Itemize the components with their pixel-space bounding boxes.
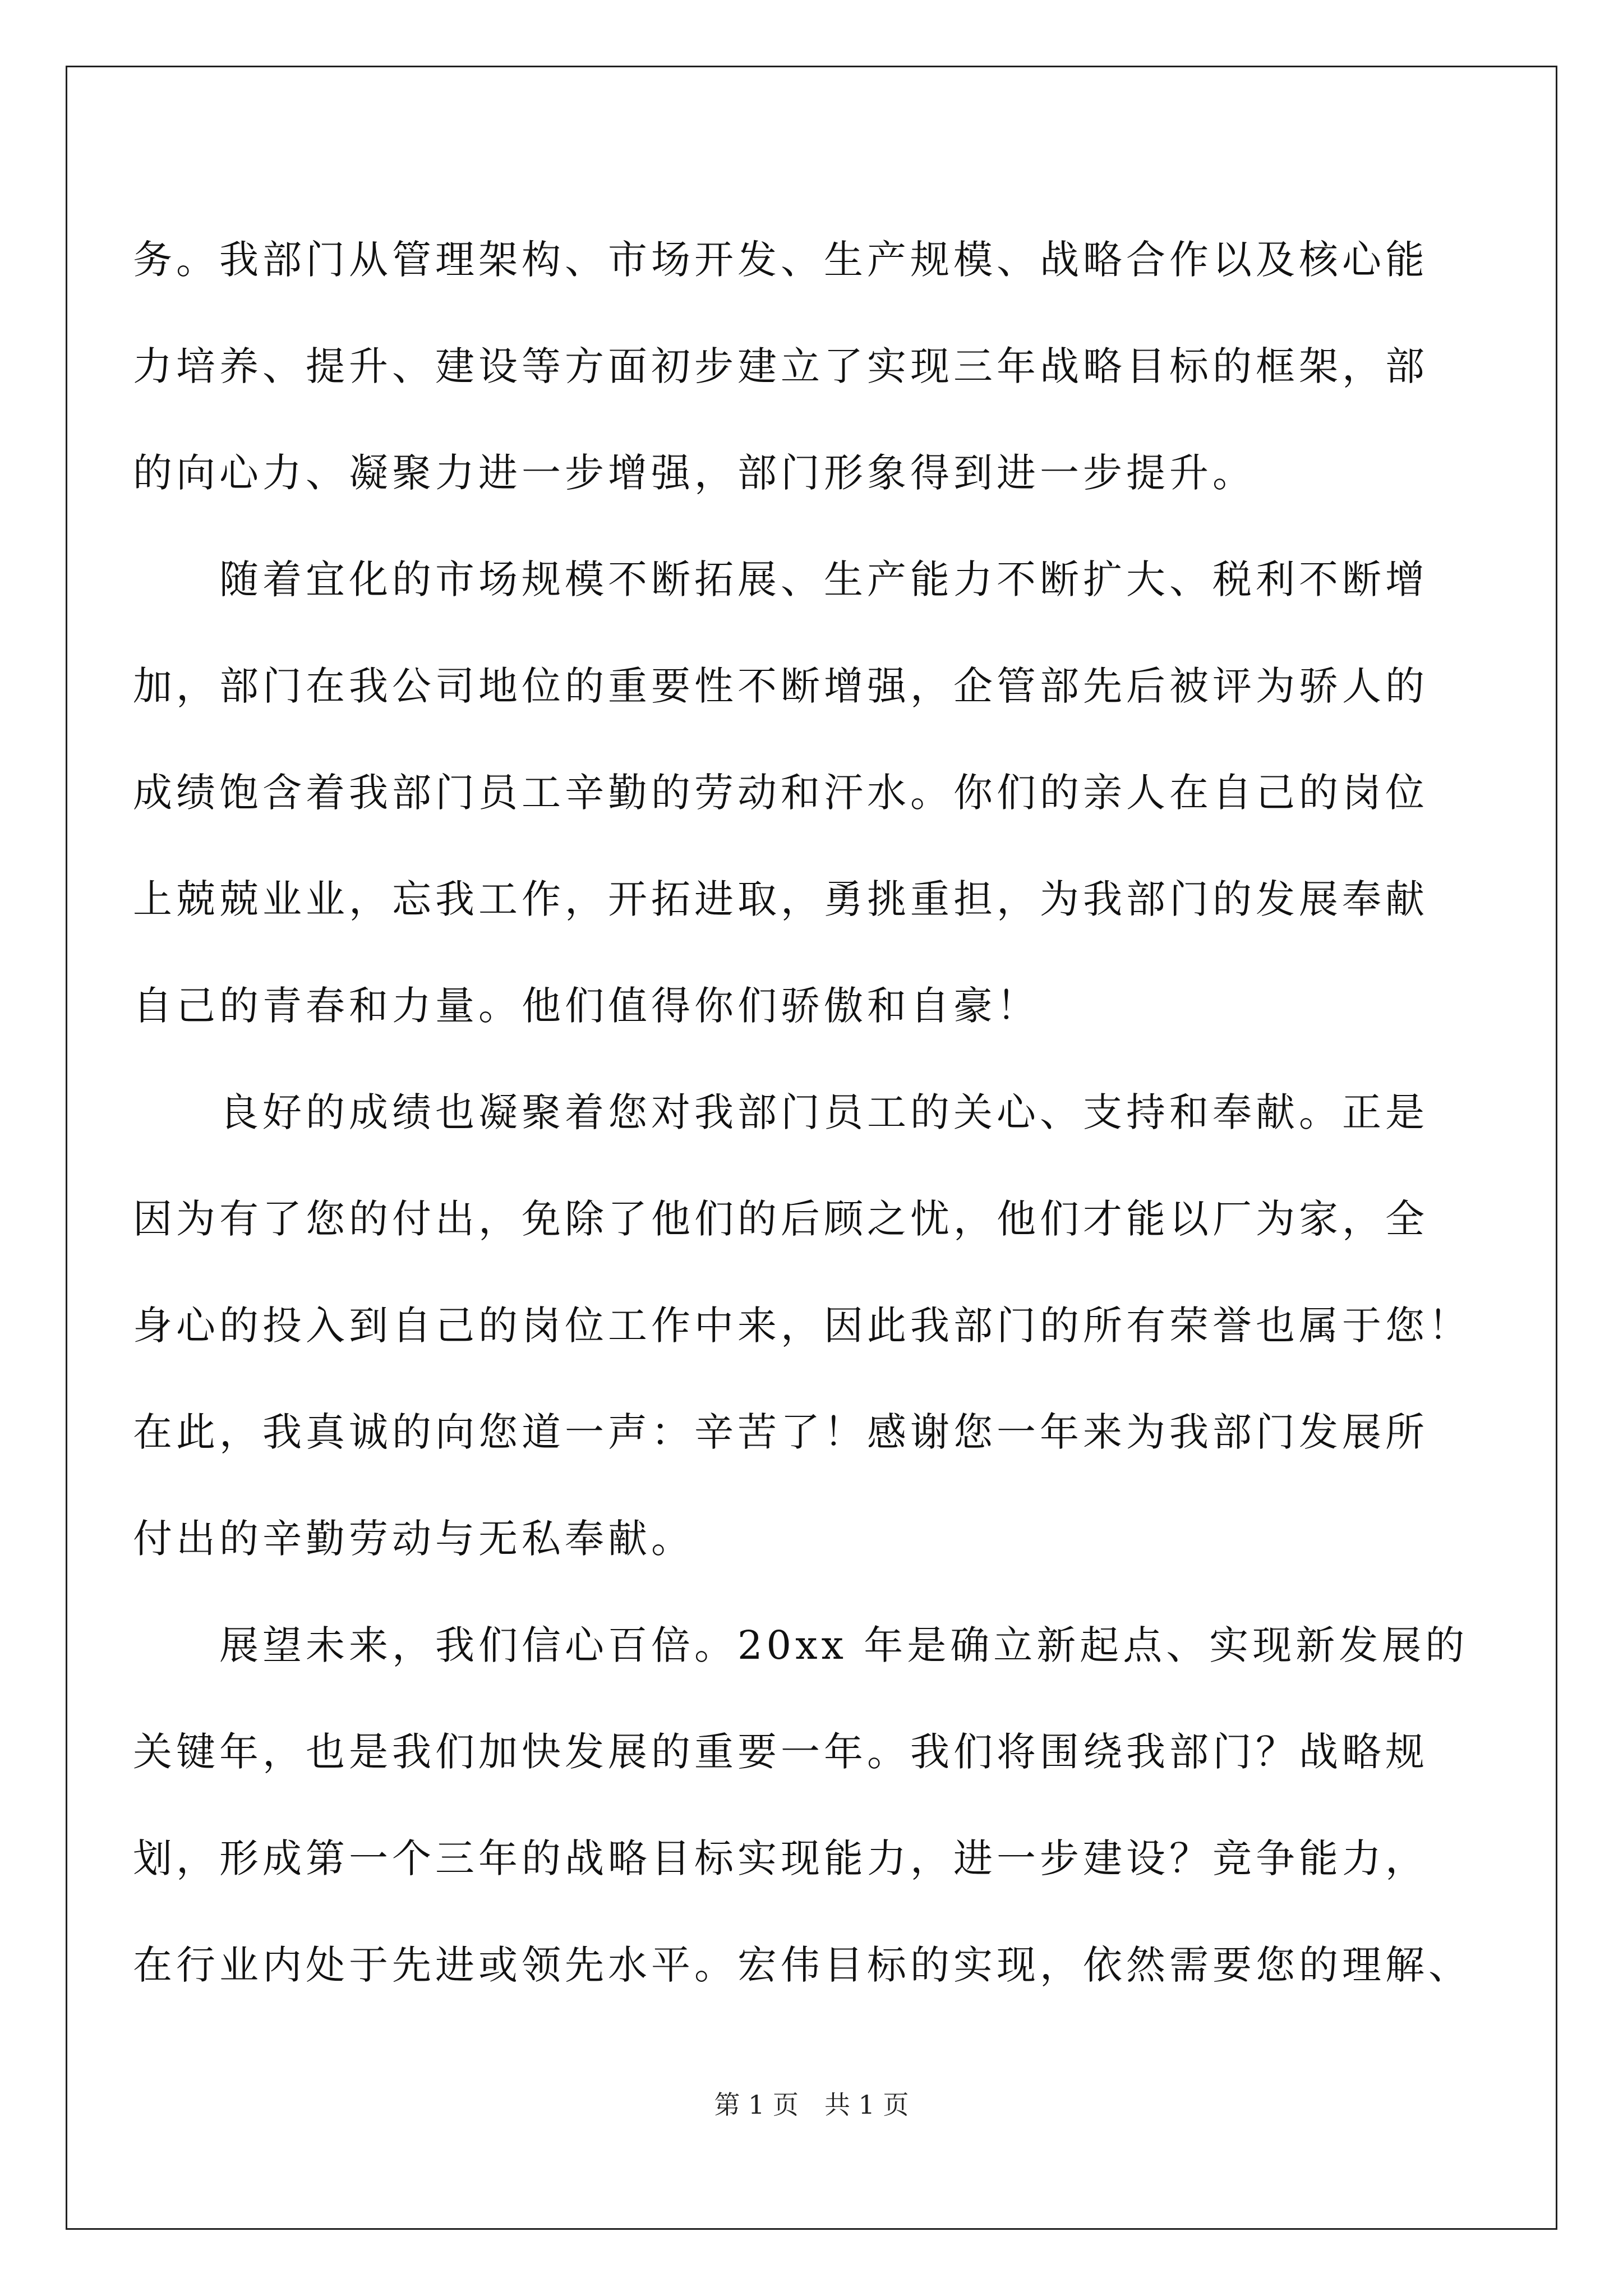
text-line: 务。我部门从管理架构、市场开发、生产规模、战略合作以及核心能 [133,237,1428,283]
text-line: 良好的成绩也凝聚着您对我部门员工的关心、支持和奉献。正是 [133,1089,1428,1135]
document-body [133,206,1472,2018]
text-line: 付出的辛勤劳动与无私奉献。 [133,1516,694,1562]
text-line: 关键年，也是我们加快发展的重要一年。我们将围绕我部门？战略规 [133,1729,1428,1775]
text-line: 自己的青春和力量。他们值得你们骄傲和自豪！ [133,983,1040,1029]
text-line: 因为有了您的付出，免除了他们的后顾之忧，他们才能以厂为家，全 [133,1196,1428,1242]
text-line: 在此，我真诚的向您道一声：辛苦了！感谢您一年来为我部门发展所 [133,1409,1428,1455]
text-line: 的向心力、凝聚力进一步增强，部门形象得到进一步提升。 [133,450,1256,496]
text-line: 在行业内处于先进或领先水平。宏伟目标的实现，依然需要您的理解、 [133,1942,1472,1988]
text-line: 展望未来，我们信心百倍。20xx 年是确立新起点、实现新发展的 [133,1622,1469,1668]
text-line: 划，形成第一个三年的战略目标实现能力，进一步建设？竞争能力， [133,1835,1428,1881]
text-line: 上兢兢业业，忘我工作，开拓进取，勇挑重担，为我部门的发展奉献 [133,876,1428,922]
text-line: 身心的投入到自己的岗位工作中来，因此我部门的所有荣誉也属于您！ [133,1303,1472,1349]
page-number-footer: 第 1 页 共 1 页 [714,2090,909,2120]
text-line: 随着宜化的市场规模不断拓展、生产能力不断扩大、税利不断增 [133,556,1428,602]
text-line: 成绩饱含着我部门员工辛勤的劳动和汗水。你们的亲人在自己的岗位 [133,770,1428,816]
text-line: 力培养、提升、建设等方面初步建立了实现三年战略目标的框架，部 [133,343,1428,389]
text-line: 加，部门在我公司地位的重要性不断增强，企管部先后被评为骄人的 [133,663,1428,709]
